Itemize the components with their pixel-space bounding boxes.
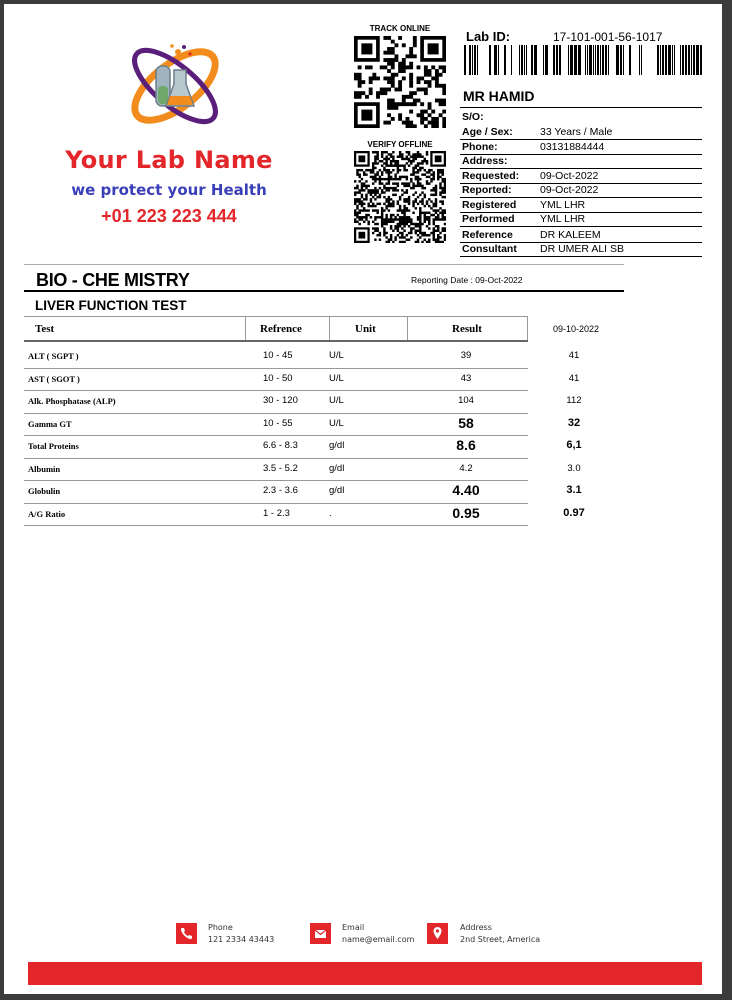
divider xyxy=(460,139,702,140)
location-pin-icon xyxy=(427,923,448,944)
cell-result: 4.2 xyxy=(459,462,473,474)
lab-name: Your Lab Name xyxy=(65,146,273,174)
cell-unit: U/L xyxy=(329,395,344,406)
cell-reference: 6.6 - 8.3 xyxy=(263,440,298,451)
patient-field-label: Reference xyxy=(462,229,513,241)
phone-icon-badge xyxy=(176,923,197,944)
location-icon-badge xyxy=(427,923,448,944)
reporting-date: Reporting Date : 09-Oct-2022 xyxy=(411,275,523,285)
cell-unit: g/dl xyxy=(329,440,345,451)
email-icon xyxy=(310,923,331,944)
cell-unit: U/L xyxy=(329,417,344,429)
cell-reference: 10 - 45 xyxy=(263,350,293,361)
verify-offline-label: VERIFY OFFLINE xyxy=(367,140,433,149)
col-header-previous-date: 09-10-2022 xyxy=(553,324,600,334)
cell-unit: U/L xyxy=(329,372,344,384)
cell-test-name: Gamma GT xyxy=(28,418,72,429)
cell-test-name: Total Proteins xyxy=(28,441,79,451)
table-row-line xyxy=(24,503,528,504)
cell-result: 8.6 xyxy=(456,437,476,453)
cell-test-name: AST ( SGOT ) xyxy=(28,373,80,384)
col-header-unit: Unit xyxy=(355,323,376,335)
patient-field-value: DR UMER ALI SB xyxy=(540,243,625,255)
cell-previous-result: 3.0 xyxy=(567,462,581,474)
report-page xyxy=(4,4,722,994)
footer-phone-value: 121 2334 43443 xyxy=(208,935,275,944)
cell-reference: 10 - 50 xyxy=(263,372,293,384)
cell-reference: 2.3 - 3.6 xyxy=(263,485,298,496)
cell-unit: g/dl xyxy=(329,485,345,496)
divider xyxy=(24,290,624,292)
lab-flask-logo-icon xyxy=(120,34,230,144)
column-separator xyxy=(407,316,408,340)
cell-result: 104 xyxy=(458,395,474,406)
cell-test-name: ALT ( SGPT ) xyxy=(28,351,79,361)
table-row-line xyxy=(24,368,528,369)
table-row-line xyxy=(24,458,528,459)
lab-phone: +01 223 223 444 xyxy=(101,206,237,226)
col-header-reference: Refrence xyxy=(260,323,302,335)
cell-previous-result: 41 xyxy=(568,372,580,384)
test-panel-title: LIVER FUNCTION TEST xyxy=(35,298,187,313)
footer-address-value: 2nd Street, America xyxy=(460,935,541,944)
verify-offline-qr-icon[interactable] xyxy=(354,151,446,243)
patient-field-label: Registered xyxy=(462,199,517,211)
table-header-line xyxy=(24,340,528,342)
divider xyxy=(460,168,702,169)
patient-field-label: Performed xyxy=(462,213,515,225)
col-header-result: Result xyxy=(452,323,482,335)
cell-result: 43 xyxy=(460,372,472,384)
column-separator xyxy=(329,316,330,340)
cell-reference: 3.5 - 5.2 xyxy=(263,462,298,474)
patient-field-value: YML LHR xyxy=(540,199,586,211)
patient-field-label: S/O: xyxy=(462,111,484,123)
section-title: BIO - CHE MISTRY xyxy=(36,270,190,290)
cell-reference: 30 - 120 xyxy=(263,395,298,406)
footer-email-label: Email xyxy=(342,923,365,932)
divider xyxy=(460,226,702,227)
cell-result: 4.40 xyxy=(452,482,480,498)
email-icon-badge xyxy=(310,923,331,944)
phone-icon xyxy=(176,923,197,944)
patient-field-label: Requested: xyxy=(462,170,520,182)
lab-id-value: 17-101-001-56-1017 xyxy=(553,30,663,44)
patient-field-label: Consultant xyxy=(462,243,517,255)
cell-previous-result: 3.1 xyxy=(566,484,582,496)
cell-reference: 10 - 55 xyxy=(263,417,293,429)
cell-test-name: Alk. Phosphatase (ALP) xyxy=(28,396,116,406)
patient-field-value: 33 Years / Male xyxy=(540,126,613,138)
cell-reference: 1 - 2.3 xyxy=(263,507,290,519)
track-online-label: TRACK ONLINE xyxy=(369,24,431,33)
divider xyxy=(460,107,702,108)
col-header-test: Test xyxy=(35,323,55,335)
cell-result: 39 xyxy=(460,350,472,361)
table-row-line xyxy=(24,390,528,391)
cell-test-name: Albumin xyxy=(28,463,61,474)
cell-unit: U/L xyxy=(329,350,344,361)
patient-field-label: Age / Sex: xyxy=(462,126,513,138)
patient-field-value: DR KALEEM xyxy=(540,229,601,241)
track-online-qr-icon[interactable] xyxy=(354,36,446,128)
patient-field-value: 03131884444 xyxy=(540,141,605,153)
cell-test-name: Globulin xyxy=(28,486,61,496)
column-separator xyxy=(245,316,246,340)
table-row-line xyxy=(24,413,528,414)
table-top-line xyxy=(24,316,528,317)
cell-previous-result: 6,1 xyxy=(566,439,582,451)
divider xyxy=(460,197,702,198)
patient-field-value: 09-Oct-2022 xyxy=(540,170,599,182)
cell-previous-result: 112 xyxy=(566,395,582,406)
lab-id-label: Lab ID: xyxy=(466,29,511,44)
cell-previous-result: 0.97 xyxy=(563,506,585,519)
divider xyxy=(24,264,624,265)
cell-test-name: A/G Ratio xyxy=(28,508,66,519)
footer-red-bar xyxy=(28,962,702,985)
footer-phone-label: Phone xyxy=(208,923,233,932)
patient-field-label: Phone: xyxy=(462,141,498,153)
cell-unit: . xyxy=(329,507,332,519)
patient-field-label: Reported: xyxy=(462,184,512,196)
divider xyxy=(460,256,702,257)
cell-previous-result: 32 xyxy=(567,416,581,429)
cell-unit: g/dl xyxy=(329,462,345,474)
patient-field-value: 09-Oct-2022 xyxy=(540,184,599,196)
cell-result: 58 xyxy=(458,414,474,431)
patient-name: MR HAMID xyxy=(463,88,535,104)
table-row-line xyxy=(24,480,528,481)
table-row-line xyxy=(24,435,528,436)
patient-field-value: YML LHR xyxy=(540,213,586,225)
footer-address-label: Address xyxy=(460,923,492,932)
cell-previous-result: 41 xyxy=(568,350,580,361)
column-separator xyxy=(527,316,528,340)
cell-result: 0.95 xyxy=(452,504,480,521)
footer-email-value[interactable]: name@email.com xyxy=(342,935,415,944)
lab-tagline: we protect your Health xyxy=(71,181,267,199)
lab-id-barcode-icon xyxy=(464,45,702,75)
patient-field-label: Address: xyxy=(462,155,508,167)
table-row-line xyxy=(24,525,528,526)
